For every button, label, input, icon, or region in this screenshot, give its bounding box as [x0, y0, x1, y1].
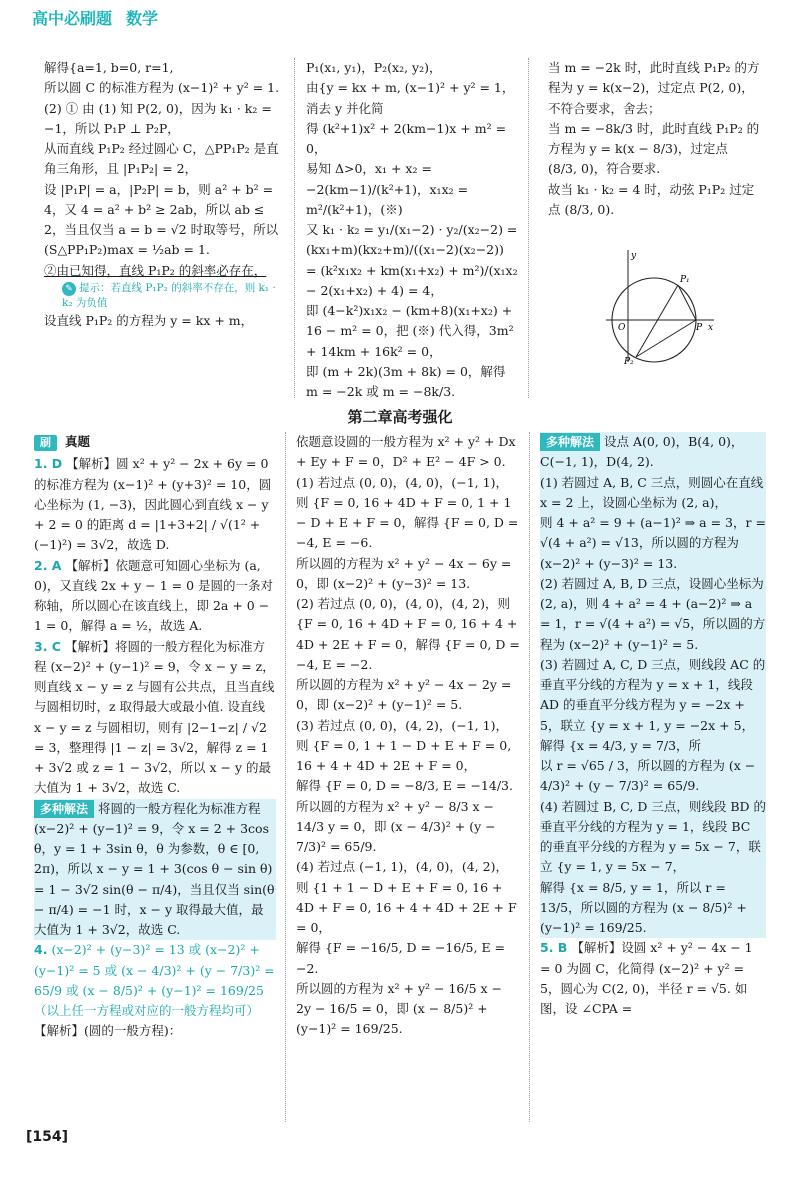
section-title: 真题 — [64, 434, 90, 449]
subject-title: 数学 — [126, 9, 159, 28]
text-line: ②由已知得，直线 P₁P₂ 的斜率必存在， — [44, 262, 267, 278]
label-y: y — [631, 251, 637, 261]
text-line: 所以圆 C 的标准方程为 (x−1)² + y² = 1. — [44, 80, 280, 96]
text-line: P₁(x₁, y₁)，P₂(x₂, y₂)， — [306, 60, 442, 75]
label-x: x — [708, 323, 714, 333]
text-line: 即 (4−k²)x₁x₂ − (km+8)(x₁+x₂) + 16 − m² = 0，把 (※) 代入得，3m² + 14km + 16k² = 0， — [306, 303, 514, 359]
text-line: 解得 {F = 0, D = −8/3, E = −14/3. — [296, 778, 513, 794]
text-line: 则 {F = 0, 1 + 1 − D + E + F = 0, 16 + 4 + 4D + 2E + F = 0， — [296, 737, 512, 773]
text-line: 解得{a=1, b=0, r=1, — [44, 60, 174, 75]
text-line: 当 m = −8k/3 时，此时直线 P₁P₂ 的方程为 y = k(x − 8/3)，过定点 (8/3, 0)，符合要求. — [548, 120, 760, 177]
divider-top-1 — [294, 58, 295, 398]
text-line: 所以圆的方程为 x² + y² − 8/3 x − 14/3 y = 0，即 (x − 4/3)² + (y − 7/3)² = 65/9. — [296, 798, 496, 854]
answer-item: 3. C 【解析】将圆的一般方程化为标准方程 (x−2)² + (y−1)² = 9，令 x − y = z，则直线 x − y = z 与圆有公共点，且当直线与圆相切时，z 取得最大或最小值. 设直线 x − y = z 与圆相切，则有 |2−1−z| / √2 = 3，整理得 |1 − z| = 3√2，解得 z = 1 + 3√2 或 z = 1 − 3√2，所以 x − y 的最大值为 1 + 3√2，故选 C. — [34, 638, 275, 796]
answer-item: 1. D 【解析】圆 x² + y² − 2x + 6y = 0 的标准方程为 (x−1)² + (y+3)² = 10，圆心坐标为 (1, −3)，因此圆心到直线 x − y + 2 = 0 的距离 d = |1+3+2| / √(1² + (−1)²) = 3√2，故选 D. — [34, 456, 272, 553]
text-line: 当 m = −2k 时，此时直线 P₁P₂ 的方程为 y = k(x−2)，过定点 P(2, 0)，不符合要求，舍去； — [548, 60, 760, 116]
text-line: (1) 若圆过 A, B, C 三点，则圆心在直线 x = 2 上，设圆心坐标为 (2, a)， — [540, 474, 764, 510]
page-number: [154] — [26, 1129, 69, 1145]
alt-solution-text: 将圆的一般方程化为标准方程 (x−2)² + (y−1)² = 9，令 x = 2 + 3cos θ，y = 1 + 3sin θ，θ 为参数，θ ∈ [0, 2π)，所以 x − y = 1 + 3(cos θ − sin θ) = 1 − 3√2 sin(θ − π/4)，当且仅当 sin(θ − π/4) = −1 时，x − y 取得最大值，最大值为 1 + 3√2，故选 C. — [34, 800, 275, 937]
text-line: 所以圆的方程为 x² + y² − 16/5 x − 2y − 16/5 = 0，即 (x − 8/5)² + (y−1)² = 169/25. — [296, 980, 502, 1037]
segment-pp2 — [636, 320, 696, 357]
answer-item: 2. A 【解析】依题意可知圆心坐标为 (a, 0)，又直线 2x + y − 1 = 0 是圆的一条对称轴，所以圆心在该直线上，即 2a + 0 − 1 = 0，解得 a = ½，故选 A. — [34, 557, 274, 634]
text-line: 故当 k₁ · k₂ = 4 时，动弦 P₁P₂ 过定点 (8/3, 0). — [548, 181, 755, 217]
text-line: (1) 若过点 (0, 0)，(4, 0)，(−1, 1)， — [296, 474, 508, 490]
divider-bottom-2 — [529, 432, 530, 1122]
top-column-1 — [44, 58, 282, 403]
chapter-title: 第二章高考强化 — [347, 408, 453, 426]
bottom-column-2 — [296, 432, 520, 1126]
segment-pp1 — [678, 285, 696, 320]
text-line: 以 r = √65 / 3，所以圆的方程为 (x − 4/3)² + (y − 7/3)² = 65/9. — [540, 758, 756, 794]
alt-solution-box — [34, 799, 276, 941]
hint-note: ✎ 提示：若直线 P₁P₂ 的斜率不存在，则 k₁ · k₂ 为负值 — [62, 281, 276, 309]
alt-solution-tag: 多种解法 — [34, 800, 94, 818]
text-line: 即 (m + 2k)(3m + 8k) = 0，解得 m = −2k 或 m = −8k/3. — [306, 363, 506, 399]
text-line: 则 {1 + 1 − D + E + F = 0, 16 + 4D + F = 0, 16 + 4 + 4D + 2E + F = 0， — [296, 879, 517, 935]
text-line: 依题意设圆的一般方程为 x² + y² + Dx + Ey + F = 0，D² + E² − 4F > 0. — [296, 434, 516, 470]
divider-bottom-1 — [285, 432, 286, 1122]
text-line: 所以圆的方程为 x² + y² − 4x − 2y = 0，即 (x−2)² + (y−1)² = 5. — [296, 677, 512, 713]
text-line: 设直线 P₁P₂ 的方程为 y = kx + m， — [44, 313, 254, 329]
text-line: (2) 若过点 (0, 0)，(4, 0)，(4, 2)，则 — [296, 596, 510, 611]
hint-icon: ✎ — [62, 282, 76, 296]
alt-solution-box — [540, 432, 766, 938]
book-title: 高中必刷题 — [32, 9, 113, 28]
section-heading — [34, 432, 276, 452]
circle-figure — [598, 246, 716, 364]
label-o: O — [618, 323, 626, 333]
answer-item: 4. (x−2)² + (y−3)² = 13 或 (x−2)² + (y−1)² = 5 或 (x − 4/3)² + (y − 7/3)² = 65/9 或 (x − 8/5)² + (y−1)² = 169/25（以上任一方程或对应的一般方程均可） — [34, 942, 275, 1018]
top-column-3 — [548, 58, 760, 248]
text-line: 从而直线 P₁P₂ 经过圆心 C，△PP₁P₂ 是直角三角形，且 |P₁P₂| = 2， — [44, 141, 279, 177]
text-line: 易知 Δ>0，x₁ + x₂ = −2(km−1)/(k²+1)，x₁x₂ = m²/(k²+1)，(※) — [306, 161, 469, 217]
answer-item: 5. B 【解析】设圆 x² + y² − 4x − 1 = 0 为圆 C，化简得 (x−2)² + y² = 5，圆心为 C(2, 0)，半径 r = √5. 如图，设 ∠CPA = — [540, 940, 753, 1016]
text-line: 解得 {F = −16/5, D = −16/5, E = −2. — [296, 940, 506, 976]
text-line: 【解析】(圆的一般方程)： — [34, 1023, 182, 1039]
text-line: 则 4 + a² = 9 + (a−1)² ⇒ a = 3，r = √(4 + a²) = √13，所以圆的方程为 (x−2)² + (y−3)² = 13. — [540, 515, 766, 571]
text-line: (4) 若过点 (−1, 1)，(4, 0)，(4, 2)， — [296, 859, 508, 875]
label-p2: P₂ — [624, 357, 634, 364]
label-p1: P₁ — [680, 275, 690, 285]
text-line: (4) 若圆过 B, C, D 三点，则线段 BD 的垂直平分线的方程为 y = 1，线段 BC 的垂直平分线的方程为 y = 5x − 7，联立 {y = 1, y = 5x − 7， — [540, 798, 766, 875]
alt-solution-tag: 多种解法 — [540, 433, 600, 451]
section-tag: 刷 — [34, 435, 57, 451]
text-line: 设 |P₁P| = a，|P₂P| = b，则 a² + b² = 4，又 4 = a² + b² ≥ 2ab，所以 ab ≤ 2，当且仅当 a = b = √2 时取等号，所以 — [44, 181, 279, 237]
text-line: (3) 若过点 (0, 0)，(4, 2)，(−1, 1)， — [296, 717, 508, 733]
divider-top-2 — [528, 58, 529, 398]
page-header — [32, 6, 158, 32]
bottom-column-3 — [540, 432, 766, 1126]
text-line: 则 {F = 0, 16 + 4D + F = 0, 1 + 1 − D + E + F = 0，解得 {F = 0, D = −4, E = −6. — [296, 494, 519, 551]
text-line: 又 k₁ · k₂ = y₁/(x₁−2) · y₂/(x₂−2) = (kx₁+m)(kx₂+m)/((x₁−2)(x₂−2)) = (k²x₁x₂ + km(x₁+x₂) + m²)/(x₁x₂ − 2(x₁+x₂) + 4) = 4， — [306, 222, 518, 298]
bottom-column-1 — [34, 432, 276, 1126]
text-line: 设点 A(0, 0)，B(4, 0)，C(−1, 1)，D(4, 2). — [540, 434, 744, 470]
chord-p1p2 — [636, 285, 678, 357]
text-line: 由{y = kx + m, (x−1)² + y² = 1，消去 y 并化简 — [306, 80, 515, 116]
text-line: (2) ① 由 (1) 知 P(2, 0)，因为 k₁ · k₂ = −1，所以 P₁P ⊥ P₂P， — [44, 100, 272, 136]
label-p: P — [696, 323, 703, 333]
text-line: 所以圆的方程为 x² + y² − 4x − 6y = 0，即 (x−2)² + (y−3)² = 13. — [296, 555, 512, 591]
text-line: 得 (k²+1)x² + 2(km−1)x + m² = 0， — [306, 120, 507, 156]
text-line: {F = 0, 16 + 4D + F = 0, 16 + 4 + 4D + 2E + F = 0，解得 {F = 0, D = −4, E = −2. — [296, 616, 520, 672]
top-column-2 — [306, 58, 518, 403]
text-line: (2) 若圆过 A, B, D 三点，设圆心坐标为 (2, a)，则 4 + a² = 4 + (a−2)² ⇒ a = 1，r = √(4 + a²) = √5，所以圆的方程为 (x−2)² + (y−1)² = 5. — [540, 575, 766, 652]
text-line: 解得 {x = 8/5, y = 1，所以 r = 13/5，所以圆的方程为 (x − 8/5)² + (y−1)² = 169/25. — [540, 879, 747, 935]
text-line: (S△PP₁P₂)max = ½ab = 1. — [44, 242, 210, 258]
text-line: (3) 若圆过 A, C, D 三点，则线段 AC 的垂直平分线的方程为 y = x + 1，线段 AD 的垂直平分线方程为 y = −2x + 5，联立 {y = x + 1, y = −2x + 5，解得 {x = 4/3, y = 7/3，所 — [540, 656, 766, 753]
